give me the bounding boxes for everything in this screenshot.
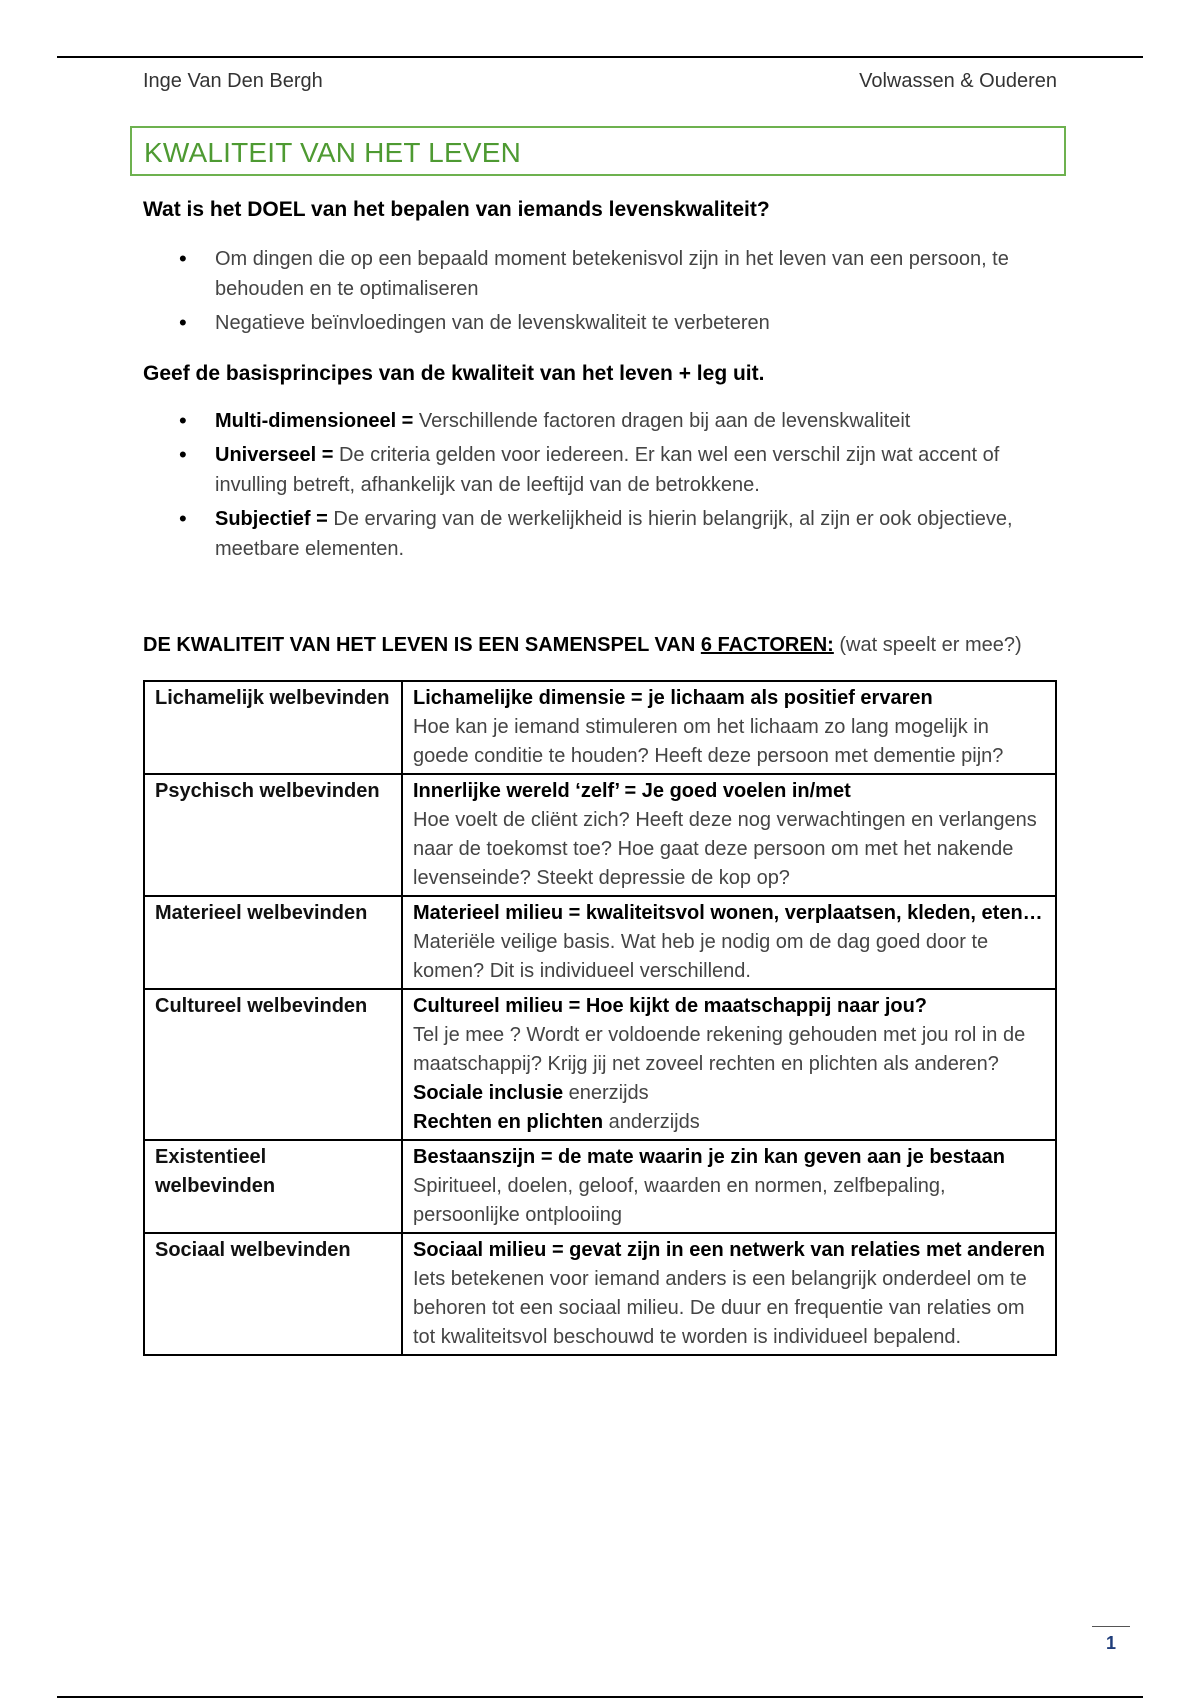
factor-description [402, 1233, 1056, 1355]
list-item: • Negatieve beïnvloedingen van de levenskwaliteit te verbeteren [143, 308, 1043, 338]
table-row [144, 774, 1056, 896]
factor-text: Iets betekenen voor iemand anders is een belangrijk onderdeel om te behoren tot een sociaal milieu. De duur en frequentie van relaties om tot kwaliteitsvol beschouwd te worden is individueel bepalend. [413, 1268, 1027, 1348]
list-item [143, 440, 1043, 500]
factor-heading: Bestaanszijn = de mate waarin je zin kan geven aan je bestaan [413, 1146, 1005, 1168]
factor-text: Hoe kan je iemand stimuleren om het lichaam zo lang mogelijk in goede conditie te houden? Heeft deze persoon met dementie pijn? [413, 716, 1004, 767]
table-row [144, 1140, 1056, 1233]
factor-description [402, 774, 1056, 896]
principle-text: Verschillende factoren dragen bij aan de levenskwaliteit [413, 410, 911, 432]
principle-text: De ervaring van de werkelijkheid is hierin belangrijk, al zijn er ook objectieve, meetbare elementen. [215, 508, 1013, 560]
principle-term: Universeel = [215, 444, 334, 466]
factors-heading: DE KWALITEIT VAN HET LEVEN IS EEN SAMENSPEL VAN 6 FACTOREN: (wat speelt er mee?) [143, 634, 1022, 656]
list-item [143, 504, 1043, 564]
factor-heading: Cultureel milieu = Hoe kijkt de maatschappij naar jou? [413, 995, 928, 1017]
principle-term: Subjectief = [215, 508, 328, 530]
principles-list [143, 406, 1043, 568]
list-item: • Om dingen die op een bepaald moment betekenisvol zijn in het leven van een persoon, te behouden en te optimaliseren [143, 244, 1043, 304]
factor-heading: Materieel milieu = kwaliteitsvol wonen, verplaatsen, kleden, eten… [413, 902, 1043, 924]
factor-description [402, 681, 1056, 774]
factor-heading: Innerlijke wereld ‘zelf’ = Je goed voelen in/met [413, 780, 851, 802]
factor-description [402, 989, 1056, 1140]
course-name: Volwassen & Ouderen [859, 70, 1057, 92]
factor-label: Existentieel welbevinden [144, 1140, 402, 1233]
footer-rule [57, 1696, 1143, 1698]
header-rule [57, 56, 1143, 58]
factor-text: Spiritueel, doelen, geloof, waarden en normen, zelfbepaling, persoonlijke ontplooiing [413, 1175, 946, 1226]
question-principles: Geef de basisprincipes van de kwaliteit van het leven + leg uit. [143, 362, 765, 385]
table-row [144, 681, 1056, 774]
principle-text: De criteria gelden voor iedereen. Er kan wel een verschil zijn wat accent of invulling betreft, afhankelijk van de leeftijd van de betrokkene. [215, 444, 1000, 496]
factors-count: 6 FACTOREN: [700, 634, 834, 656]
list-item [143, 406, 1043, 436]
factor-description [402, 896, 1056, 989]
principle-term: Multi-dimensioneel = [215, 410, 414, 432]
factor-label: Materieel welbevinden [144, 896, 402, 989]
page-title: KWALITEIT VAN HET LEVEN [144, 137, 521, 168]
factor-extra-line: Rechten en plichten anderzijds [413, 1111, 700, 1133]
factors-table [143, 680, 1057, 1356]
factor-extra-line: Sociale inclusie enerzijds [413, 1082, 649, 1104]
factor-heading: Lichamelijke dimensie = je lichaam als positief ervaren [413, 687, 933, 709]
factor-text: Hoe voelt de cliënt zich? Heeft deze nog verwachtingen en verlangens naar de toekomst toe? Hoe gaat deze persoon om met het nakende levenseinde? Steekt depressie de kop op? [413, 809, 1037, 889]
table-row [144, 1233, 1056, 1355]
page-number: 1 [1092, 1626, 1130, 1654]
factor-label: Psychisch welbevinden [144, 774, 402, 896]
table-row [144, 989, 1056, 1140]
factor-label: Sociaal welbevinden [144, 1233, 402, 1355]
factor-heading: Sociaal milieu = gevat zijn in een netwerk van relaties met anderen [413, 1239, 1045, 1261]
title-box [130, 126, 1066, 176]
page-header [143, 70, 1057, 93]
factor-text: Materiële veilige basis. Wat heb je nodig om de dag goed door te komen? Dit is individueel verschillend. [413, 931, 989, 982]
goal-list [143, 244, 1043, 342]
table-row [144, 896, 1056, 989]
author-name: Inge Van Den Bergh [143, 70, 323, 92]
factor-label: Lichamelijk welbevinden [144, 681, 402, 774]
factor-text: Tel je mee ? Wordt er voldoende rekening gehouden met jou rol in de maatschappij? Krijg jij net zoveel rechten en plichten als anderen? [413, 1024, 1026, 1075]
question-goal: Wat is het DOEL van het bepalen van iemands levenskwaliteit? [143, 198, 770, 221]
factors-note: (wat speelt er mee?) [833, 634, 1022, 656]
factor-label: Cultureel welbevinden [144, 989, 402, 1140]
factor-description [402, 1140, 1056, 1233]
